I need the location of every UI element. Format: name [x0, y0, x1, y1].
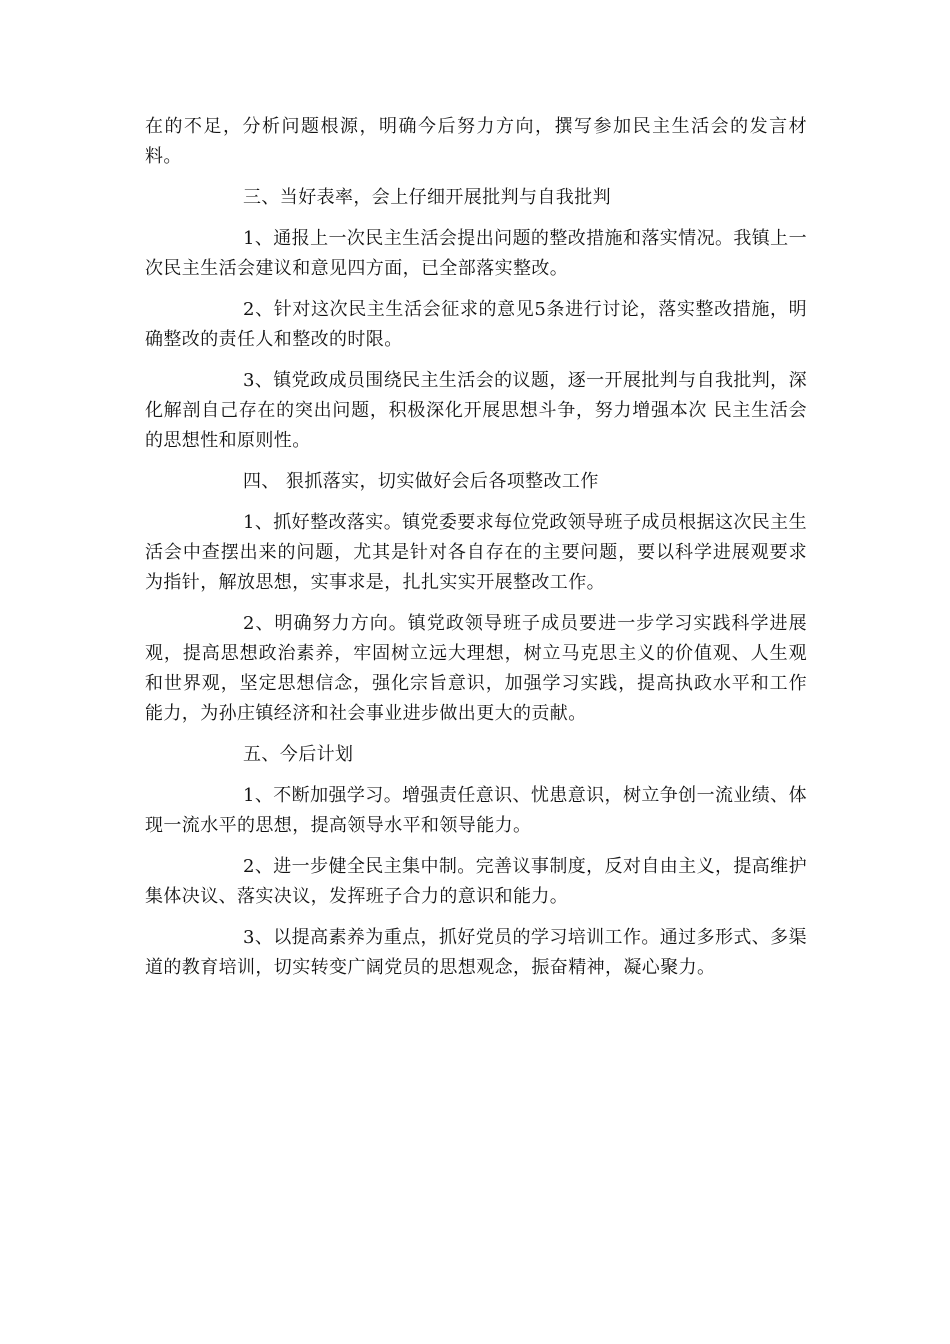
paragraph: 3、以提高素养为重点，抓好党员的学习培训工作。通过多形式、多渠道的教育培训，切实转变广阔党员的思想观念，振奋精神，凝心聚力。 [145, 927, 807, 978]
paragraph-continuation: 在的不足，分析问题根源，明确今后努力方向，撰写参加民主生活会的发言材料。 [145, 116, 807, 167]
section-heading-5: 五、今后计划 [243, 744, 354, 765]
document-body [145, 112, 807, 994]
paragraph: 1、通报上一次民主生活会提出问题的整改措施和落实情况。我镇上一次民主生活会建议和意见四方面，已全部落实整改。 [145, 228, 807, 279]
section-heading-4: 四、 狠抓落实，切实做好会后各项整改工作 [243, 471, 599, 492]
paragraph: 2、针对这次民主生活会征求的意见5条进行讨论，落实整改措施，明确整改的责任人和整改的时限。 [145, 299, 807, 350]
paragraph: 3、镇党政成员围绕民主生活会的议题，逐一开展批判与自我批判，深化解剖自己存在的突出问题，积极深化开展思想斗争，努力增强本次 民主生活会的思想性和原则性。 [145, 370, 807, 451]
paragraph: 2、进一步健全民主集中制。完善议事制度，反对自由主义，提高维护集体决议、落实决议，发挥班子合力的意识和能力。 [145, 856, 807, 907]
paragraph: 2、明确努力方向。镇党政领导班子成员要进一步学习实践科学进展观，提高思想政治素养，牢固树立远大理想，树立马克思主义的价值观、人生观和世界观，坚定思想信念，强化宗旨意识，加强学习实践，提高执政水平和工作能力，为孙庄镇经济和社会事业进步做出更大的贡献。 [145, 613, 807, 724]
paragraph: 1、不断加强学习。增强责任意识、忧患意识，树立争创一流业绩、体现一流水平的思想，提高领导水平和领导能力。 [145, 785, 807, 836]
paragraph: 1、抓好整改落实。镇党委要求每位党政领导班子成员根据这次民主生活会中查摆出来的问题，尤其是针对各自存在的主要问题，要以科学进展观要求为指针，解放思想，实事求是，扎扎实实开展整改工作。 [145, 512, 807, 593]
section-heading-3: 三、当好表率，会上仔细开展批判与自我批判 [243, 187, 611, 208]
